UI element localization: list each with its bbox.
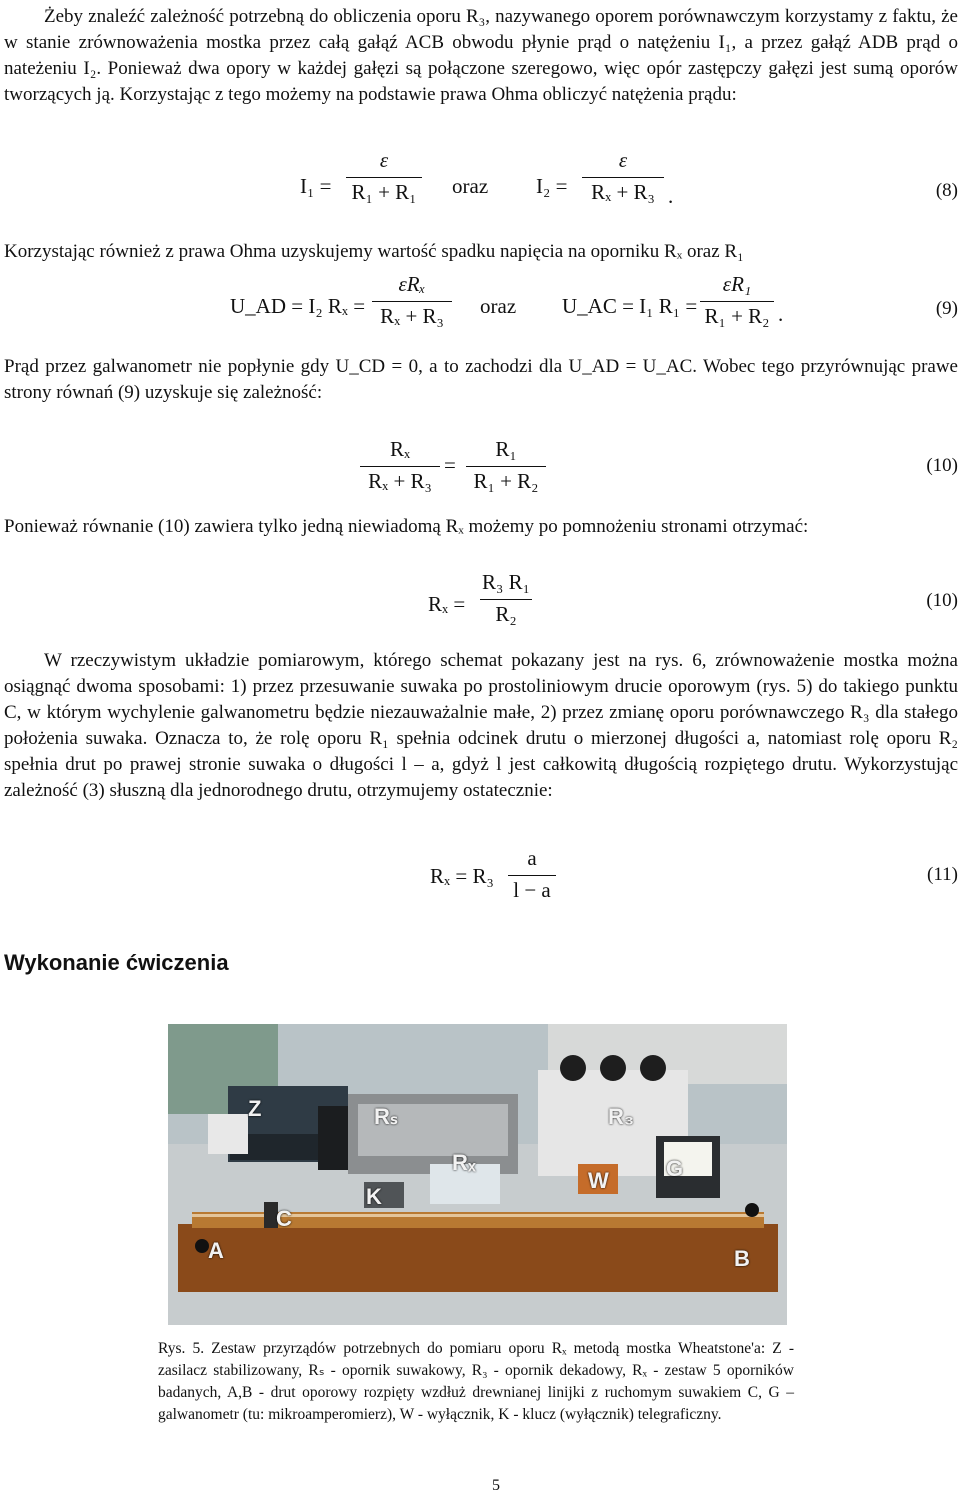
label-K: K [366, 1184, 382, 1209]
figure-caption: Rys. 5. Zestaw przyrządów potrzebnych do pomiaru oporu Rₓ metodą mostka Wheatstone'a: Z - zasilacz stabilizowany, Rₛ - opornik suwakowy, R₃ - opornik dekadowy, Rₓ - zestaw 5 oporników badanych, A,B - drut oporowy rozpięty wzdłuż drewnianej linijki z ruchomym suwakiem C, G – galwanometr (tu: mikroamperomierz), W - wyłącznik, K - klucz (wyłącznik) telegraficzny. [158, 1340, 794, 1423]
eq8-oraz: oraz [452, 174, 489, 198]
eq10b-number: (10) [926, 590, 958, 611]
label-A: A [208, 1238, 224, 1263]
eq11-fraction: a l − a [508, 846, 556, 903]
eq8-lhs2: I₂ = [536, 174, 568, 198]
label-Z: Z [248, 1096, 262, 1121]
paragraph-ohm: Korzystając również z prawa Ohma uzyskujemy wartość spadku napięcia na oporniku Rₓ oraz R₁ [4, 241, 744, 262]
eq9-oraz: oraz [480, 294, 517, 318]
label-Rx: Rₓ [452, 1150, 476, 1175]
page-number: 5 [492, 1477, 500, 1494]
apparatus-photo [168, 1024, 787, 1325]
label-R3: R₃ [608, 1104, 635, 1129]
eq10a-fraction2: R₁ R₁ + R₂ [466, 437, 546, 494]
eq8-number: (8) [935, 180, 958, 201]
eq8-lhs1: I₁ = [300, 174, 332, 198]
eq9-fraction1: εRₓ Rₓ + R₃ [372, 272, 452, 329]
paragraph-practical: W rzeczywistym układzie pomiarowym, którego schemat pokazany jest na rys. 6, zrównoważenie mostka można osiągnąć dwoma sposobami: 1) przez przesuwanie suwaka po prostoliniowym drucie oporowym (rys. 5) do takiego punktu C, w którym wychylenie galwanometru będzie niezauważalnie małe, 2) przez zmianę oporu porównawczego R₃ dla stałego położenia suwaka. Oznacza to, że rolę oporu R₁ spełnia odcinek drutu o mierzonej długości a, natomiast rolę oporu R₂ spełnia drut po prawej stronie suwaka o długości l – a, gdyż l jest całkowitą długością rozpiętego drutu. Wykorzystując zależność (3) słuszną dla jednorodnego drutu, otrzymujemy ostatecznie: [4, 650, 958, 801]
eq10a-number: (10) [926, 455, 958, 476]
eq11-number: (11) [927, 864, 958, 885]
label-B: B [734, 1246, 750, 1271]
label-G: G [666, 1156, 684, 1181]
paragraph-unknown: Ponieważ równanie (10) zawiera tylko jedną niewiadomą Rₓ możemy po pomnożeniu stronami otrzymać: [4, 516, 809, 537]
eq9-number: (9) [935, 298, 958, 319]
eq10b-fraction: R₃ R₁ R₂ [480, 570, 532, 627]
eq9-lhs2: U_AC = I₁ R₁ = [562, 294, 698, 318]
eq11-lhs: Rₓ = R₃ [430, 864, 494, 888]
label-Rs: Rₛ [374, 1104, 399, 1129]
eq10b-lhs: Rₓ = [428, 592, 466, 616]
apparatus-illustration [168, 1024, 787, 1325]
eq8-fraction2: ε Rₓ + R₃ [582, 148, 664, 205]
eq8-fraction1: ε R₁ + R₁ [346, 148, 422, 205]
paragraph-galvanometer: Prąd przez galwanometr nie popłynie gdy U_CD = 0, a to zachodzi dla U_AD = U_AC. Wobec tego przyrównując prawe strony równań (9) uzyskuje się zależność: [4, 356, 958, 403]
label-W: W [588, 1168, 609, 1193]
section-heading: Wykonanie ćwiczenia [4, 950, 229, 975]
eq9-lhs1: U_AD = I₂ Rₓ = [230, 294, 366, 318]
eq10a-fraction1: Rₓ Rₓ + R₃ [360, 437, 440, 494]
label-C: C [276, 1206, 292, 1231]
paragraph-intro: Żeby znaleźć zależność potrzebną do obliczenia oporu R₃, nazywanego oporem porównawczym korzystamy z faktu, że w stanie zrównoważenia mostka przez całą gałąź ACB obwodu płynie prąd o natężeniu I₁, a przez gałąź ADB prąd o nateżeniu I₂. Ponieważ dwa opory w każdej gałęzi są połączone szeregowo, więc opór zastępczy gałęzi jest sumą oporów tworzących ją. Korzystając z tego możemy na podstawie prawa Ohma obliczyć natężenia prądu: [4, 6, 958, 105]
eq9-fraction2: εR₁ R₁ + R₂ [700, 272, 774, 329]
